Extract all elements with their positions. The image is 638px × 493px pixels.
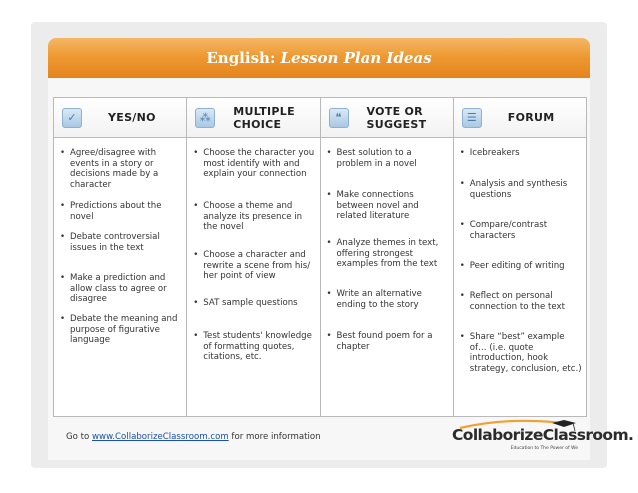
column-title: VOTE OR SUGGEST [366, 104, 427, 131]
column-body [321, 138, 453, 416]
column-forum [453, 98, 586, 416]
list-item: • Best solution to a problem in a novel [325, 148, 449, 169]
column-body [187, 138, 319, 416]
list-item: • Analyze themes in text, offering strongest examples from the text [325, 238, 449, 270]
column-header [54, 98, 186, 138]
list-item: • Choose the character you most identify with and explain your connection [191, 148, 315, 180]
collaborize-logo [452, 418, 634, 454]
list-item: • Test students' knowledge of formatting quotes, citations, etc. [191, 331, 315, 363]
list-item: • Debate controversial issues in the text [58, 232, 182, 253]
title-italic: Lesson Plan Ideas [280, 49, 432, 67]
list-item: • SAT sample questions [191, 298, 315, 309]
column-multiple-choice [186, 98, 319, 416]
list-item: • Compare/contrast characters [458, 220, 582, 241]
speech-bubble-icon: ❝ [329, 108, 349, 128]
checkbox-icon: ✓ [62, 108, 82, 128]
list-item: • Predictions about the novel [58, 201, 182, 222]
column-title: FORUM [507, 111, 555, 124]
list-item: • Write an alternative ending to the story [325, 289, 449, 310]
slide-title-banner [48, 38, 590, 78]
list-item: • Make connections between novel and related literature [325, 190, 449, 222]
footer-info: Go to www.CollaborizeClassroom.com for more information [66, 432, 321, 442]
list-item: • Peer editing of writing [458, 261, 582, 272]
list-item: • Reflect on personal connection to the text [458, 291, 582, 312]
column-body [454, 138, 586, 416]
list-item: • Agree/disagree with events in a story or decisions made by a character [58, 148, 182, 190]
column-title: MULTIPLE CHOICE [233, 104, 295, 131]
column-yes-no [54, 98, 186, 416]
column-body [54, 138, 186, 416]
column-title: YES/NO [108, 111, 156, 124]
list-item: • Best found poem for a chapter [325, 331, 449, 352]
column-header [321, 98, 453, 138]
multiple-choice-icon: ⁂ [195, 108, 215, 128]
list-item: • Make a prediction and allow class to agree or disagree [58, 273, 182, 305]
title-prefix: English: [206, 49, 276, 67]
column-header [187, 98, 319, 138]
forum-icon: ☰ [462, 108, 482, 128]
logo-wordmark: CollaborizeClassroom. [452, 426, 634, 444]
logo-tagline: Education to The Power of We [510, 446, 578, 451]
list-item: • Choose a theme and analyze its presence in the novel [191, 201, 315, 233]
list-item: • Share “best” example of… (i.e. quote introduction, hook strategy, conclusion, etc.) [458, 332, 582, 374]
column-vote-or-suggest [320, 98, 453, 416]
website-link[interactable]: www.CollaborizeClassroom.com [92, 432, 229, 442]
column-header [454, 98, 586, 138]
list-item: • Analysis and synthesis questions [458, 179, 582, 200]
list-item: • Choose a character and rewrite a scene from his/ her point of view [191, 250, 315, 282]
list-item: • Icebreakers [458, 148, 582, 159]
lesson-ideas-table [53, 97, 587, 417]
list-item: • Debate the meaning and purpose of figurative language [58, 314, 182, 346]
